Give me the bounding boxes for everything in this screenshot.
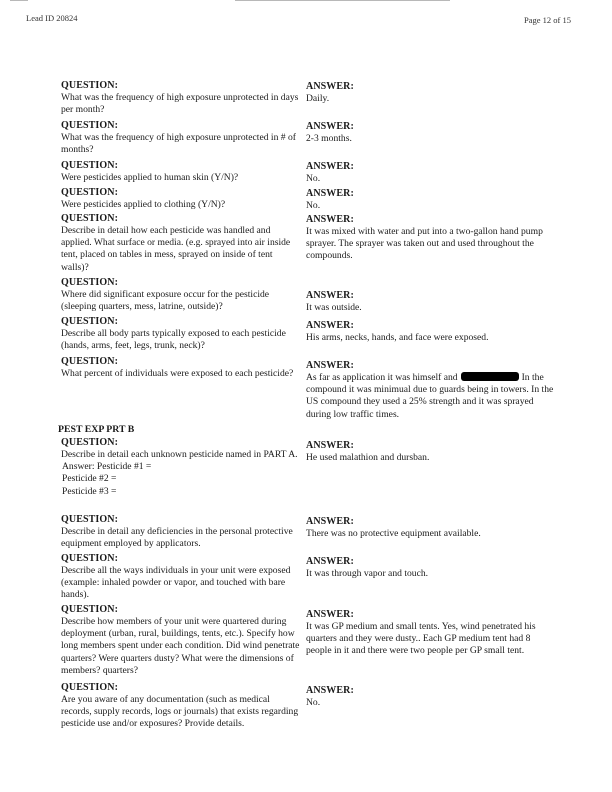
answer-text: No.: [306, 697, 321, 708]
answer-label: ANSWER:: [306, 556, 354, 567]
question-text: What was the frequency of high exposure unprotected in days per month?: [61, 92, 299, 116]
question-label: QUESTION:: [61, 356, 119, 367]
question-block: [61, 437, 301, 498]
question-label: QUESTION:: [61, 160, 119, 171]
answer-label: ANSWER:: [306, 290, 354, 301]
question-block: [61, 213, 301, 274]
answer-block: [306, 161, 558, 185]
answer-label: ANSWER:: [306, 320, 354, 331]
question-block: [61, 682, 301, 731]
answer-block: [306, 214, 558, 263]
answer-label: ANSWER:: [306, 188, 354, 199]
question-block: [61, 604, 301, 677]
answer-text: No.: [306, 173, 321, 184]
answer-label: ANSWER:: [306, 81, 354, 92]
scan-artifact: [235, 0, 450, 1]
question-label: QUESTION:: [61, 682, 119, 693]
question-label: QUESTION:: [61, 80, 119, 91]
question-block: [61, 160, 301, 184]
question-label: QUESTION:: [61, 187, 119, 198]
answer-text: No.: [306, 200, 321, 211]
question-label: QUESTION:: [61, 316, 119, 327]
answer-label: ANSWER:: [306, 609, 354, 620]
question-block: [61, 277, 301, 313]
question-text: What was the frequency of high exposure unprotected in # of months?: [61, 132, 296, 156]
question-text: Describe all the ways individuals in your unit were exposed (example: inhaled powder or vapor, and touched with bare hands).: [61, 565, 291, 601]
question-text: Were pesticides applied to clothing (Y/N)?: [61, 199, 226, 210]
question-label: QUESTION:: [61, 437, 119, 448]
answer-text: 2-3 months.: [306, 133, 352, 144]
question-text: Are you aware of any documentation (such as medical records, supply records, logs or journals) that exists regarding pesticide use and/or exposures? Provide details.: [61, 694, 299, 730]
question-text: Describe in detail how each pesticide was handled and applied. What surface or media. (e.g. sprayed into air inside tent, placed on tables in mess, sprayed on inside of tent walls)?: [61, 225, 291, 273]
answer-block: [306, 81, 558, 105]
question-block: [61, 80, 301, 116]
question-block: [61, 316, 301, 352]
question-label: QUESTION:: [61, 553, 119, 564]
question-label: QUESTION:: [61, 277, 119, 288]
question-block: [61, 120, 301, 156]
question-text: Were pesticides applied to human skin (Y/N)?: [61, 172, 239, 183]
answer-text: There was no protective equipment available.: [306, 528, 481, 539]
answer-text-part2: In the compound it was minimual due to guards being in towers. In the US compound they used a 25% strength and it was sprayed during low traffic times.: [306, 372, 554, 420]
answer-block: [306, 320, 558, 344]
question-text: What percent of individuals were exposed to each pesticide?: [61, 368, 294, 379]
answer-label: ANSWER:: [306, 161, 354, 172]
answer-block: [306, 556, 558, 580]
answer-block: [306, 290, 558, 314]
question-text: Describe how members of your unit were quartered during deployment (urban, rural, buildings, tents, etc.). Specify how long members spent under each condition. Did wind penetrate quarters? Were quarters dusty? What were the dimensions of members? quarters?: [61, 616, 300, 676]
answer-label: ANSWER:: [306, 121, 354, 132]
question-label: QUESTION:: [61, 514, 119, 525]
answer-label: ANSWER:: [306, 440, 354, 451]
answer-label: ANSWER:: [306, 516, 354, 527]
answer-block: [306, 685, 558, 709]
answer-block: [306, 188, 558, 212]
answer-block: [306, 121, 558, 145]
answer-text: His arms, necks, hands, and face were exposed.: [306, 332, 489, 343]
question-block: [61, 356, 301, 380]
lead-id: Lead ID 20824: [26, 13, 78, 23]
question-label: QUESTION:: [61, 120, 119, 131]
sub-line: Answer: Pesticide #1 =: [62, 461, 152, 473]
page-number: Page 12 of 15: [524, 15, 571, 25]
answer-text-part1: As far as application it was himself and: [306, 372, 458, 383]
answer-text: It was mixed with water and put into a two-gallon hand pump sprayer. The sprayer was taken out and used throughout the compounds.: [306, 226, 543, 262]
scan-artifact: [10, 0, 28, 1]
sub-line: Pesticide #2 =: [62, 473, 117, 485]
redaction-mark: [461, 372, 519, 381]
question-block: [61, 553, 301, 602]
answer-block: [306, 440, 558, 464]
question-text: Where did significant exposure occur for the pesticide (sleeping quarters, mess, latrine, outside)?: [61, 289, 270, 313]
question-label: QUESTION:: [61, 213, 119, 224]
question-text: Describe all body parts typically exposed to each pesticide (hands, arms, feet, legs, trunk, neck)?: [61, 328, 286, 352]
answer-label: ANSWER:: [306, 360, 354, 371]
answer-block: [306, 360, 558, 421]
answer-block: [306, 516, 558, 540]
answer-text: [306, 372, 558, 421]
question-text: Describe in detail any deficiencies in the personal protective equipment employed by applicators.: [61, 526, 293, 550]
answer-text: It was through vapor and touch.: [306, 568, 429, 579]
answer-label: ANSWER:: [306, 685, 354, 696]
answer-text: It was GP medium and small tents. Yes, wind penetrated his quarters and they were dusty.. Each GP medium tent had 8 people in it and there were two people per GP small tent.: [306, 621, 536, 657]
question-block: [61, 187, 301, 211]
answer-text: He used malathion and dursban.: [306, 452, 430, 463]
answer-label: ANSWER:: [306, 214, 354, 225]
sub-line: Pesticide #3 =: [62, 485, 117, 497]
answer-text: It was outside.: [306, 302, 362, 313]
question-block: [61, 514, 301, 550]
answer-block: [306, 609, 558, 658]
section-title: PEST EXP PRT B: [58, 424, 135, 435]
answer-text: Daily.: [306, 93, 330, 104]
question-text: Describe in detail each unknown pesticide named in PART A.: [61, 449, 298, 460]
question-label: QUESTION:: [61, 604, 119, 615]
